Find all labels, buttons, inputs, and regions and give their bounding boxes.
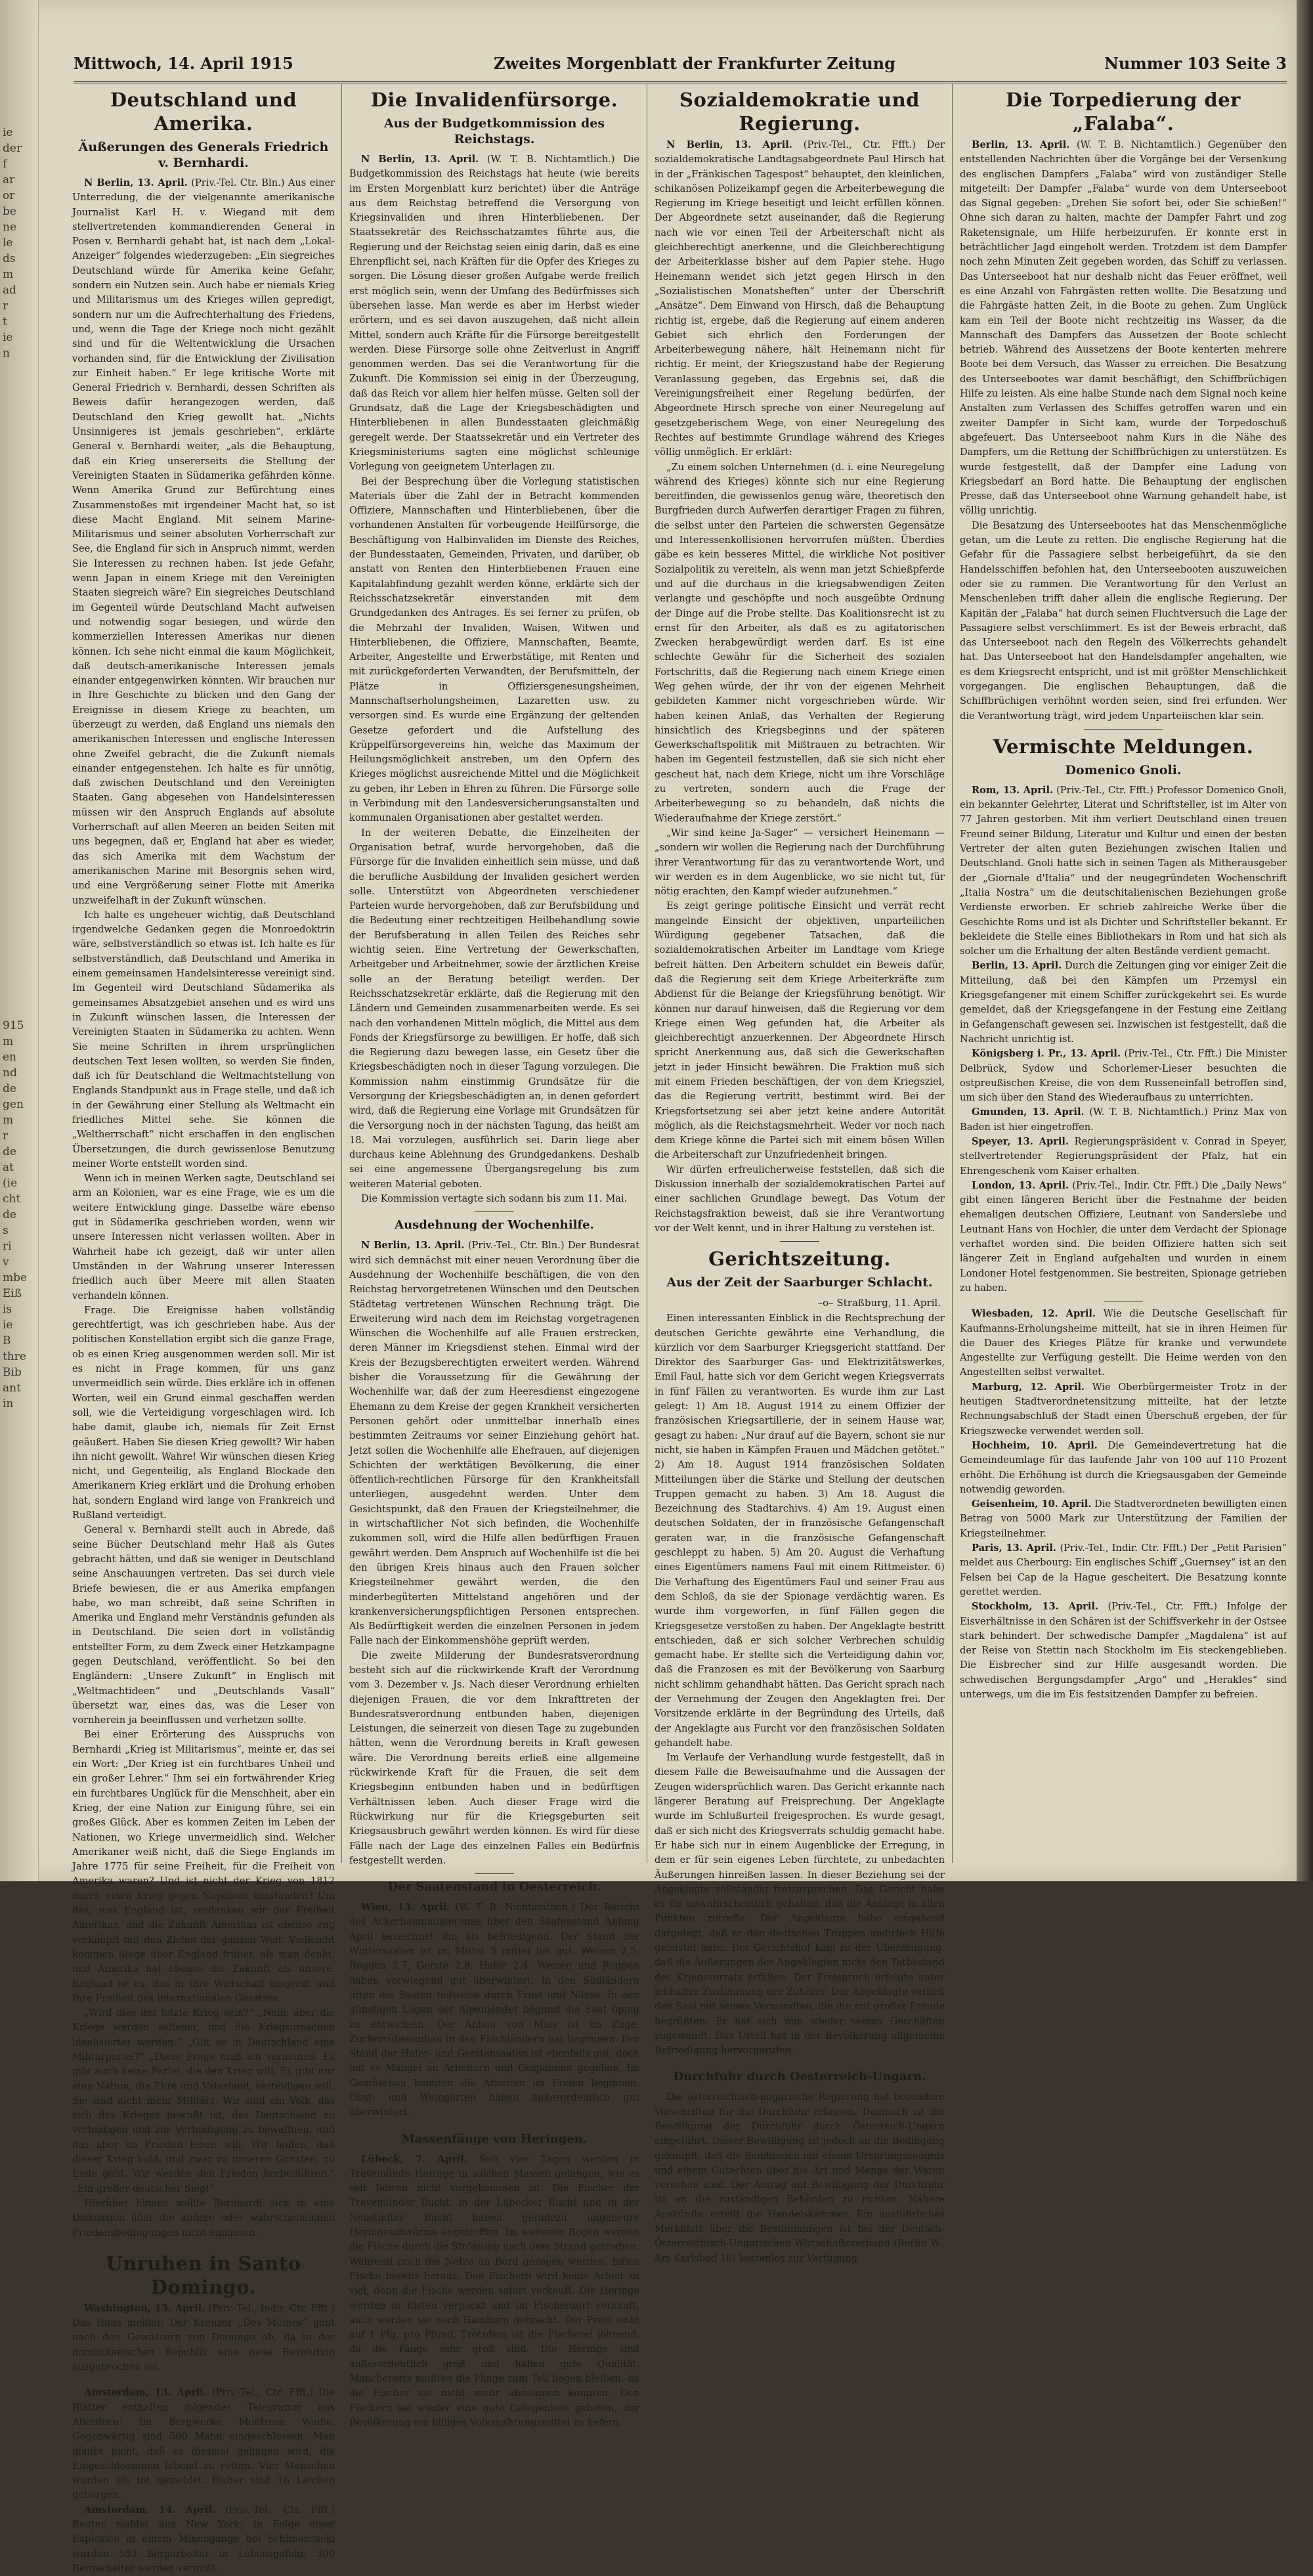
column-1	[72, 84, 335, 2574]
article-paragraph: Frage. Die Ereignisse haben vollständig gerechtfertigt, was ich geschrieben habe. Aus der politischen Konstellation ergibt sich die ganze Frage, ob es einen Krieg ausgenommen werden soll. Mir ist es nicht in Frage kommen, für uns ganz unvermeidlich sein würde. Dies erkläre ich in offenen Worten, weil ein Grund einmal geschaffen werden soll, wie die Verteidigung vorgeschlagen wird. Ich habe damit, glaube ich, niemals für Zeit Ernst geäußert. Haben Sie diesen Krieg gewollt? Wir haben ihn nicht gewollt. Wahre! Wir wünschen diesen Krieg nicht, und Gegenteilig, als England Blockade den Amerikanern Krieg erklärt und die Drohung erhoben hat, sondern England wird lange von Frankreich und Rußland verteidigt.	[72, 1304, 335, 1521]
paragraph-text: (Priv.-Tel., Ctr. Ffft.) Reuter meldet aus New York: In Folge einer Explosion in einem Minengange bei Schimonoseki wurden 593 Bergarbeiter in Lebensgefahr. 300 Bergarbeiter werden vermißt.	[72, 2504, 335, 2574]
article-title: Massenfänge von Heringen.	[401, 2131, 588, 2146]
dateline: Wiesbaden, 12. April.	[972, 1308, 1096, 1320]
paragraph-text: (Priv.-Tel., Ctr. Ffft.) Der sozialdemokratische Landtagsabgeordnete Paul Hirsch hat in der „Fränkischen Tagespost“ behauptet, den kleinlichen, schikanösen Polizeikampf gegen die Arbeiterbewegung die Regierung im Kriege beseitigt und leicht erfüllen können. Der Abgeordnete setzt auseinander, daß die Regierung nach wie vor einen Teil der Arbeiterschaft nicht als gleichberechtigt anerkenne, und die Gleichberechtigung der Arbeiterklasse bisher auf dem Papier stehe. Hugo Heinemann wendet sich jetzt gegen Hirsch in den „Sozialistischen Monatsheften“ unter der Überschrift „Ansätze“. Dem Einwand von Hirsch, daß die Behauptung richtig ist, ergebe, daß die Regierung auf einem anderen Gebiet sich ehrlich den Forderungen der Arbeiterbewegung nähere, hält Heinemann nicht für richtig. Er meint, der Kriegszustand habe der Regierung Veranlassung gegeben, das Ergebnis sei, daß die Vereinigungsfreiheit einer Regelung bedürfen, der Abgeordnete Hirsch spreche von einer Neuregelung auf gesetzgeberischem Wege, von einer Neuregelung des Rechtes auf bestimmte Grundlage während des Krieges völlig unmöglich. Er erklärt:	[655, 139, 945, 458]
article-paragraph: Ich halte es ungeheuer wichtig, daß Deutschland irgendwelche Gedanken gegen die Monroedoktrin wäre, selbstverständlich so etwas ist. Ich halte es für selbstverständlich, daß Deutschland und Amerika in einem gemeinsamen Handelsinteresse vereinigt sind. Im Gegenteil wird Deutschland Südamerika als gemeinsames Absatzgebiet ansehen und es wird uns in Zukunft wünschen lassen, die Interessen der Vereinigten Staaten in Südamerika zu achten. Wenn Sie meine Schriften in ihrem ursprünglichen deutschen Text lesen wollten, so werden Sie finden, daß ich für Deutschland die Weltmachtstellung von Englands Standpunkt aus in Frage stelle, und daß ich in der Gewährung einer Stellung als Weltmacht ein friedliches Mittel sehe. Sie können die „Weltherrschaft“ nicht erschaffen in den englischen Übersetzungen, die durch gewissenlose Benutzung meiner Worte entstellt worden sind.	[72, 909, 335, 1169]
article-paragraph: Bei der Besprechung über die Vorlegung statistischen Materials über die Zahl der in Betracht kommenden Offiziere, Mannschaften und Hinterbliebenen, über die vorhandenen Anstalten für vorbeugende Heilfürsorge, die Beschäftigung von Halbinvaliden im Dienste des Reiches, der Bundesstaaten, Gemeinden, Privaten, und darüber, ob anstatt von Renten den Hinterbliebenen Frauen eine Kapitalabfindung gezahlt werden könne, erklärte sich der Reichsschatzsekretär einverstanden mit dem Grundgedanken des Antrages. Es sei ferner zu prüfen, ob die Mehrzahl der Invaliden, Waisen, Witwen und Hinterbliebenen, die Offiziere, Mannschaften, Beamte, Arbeiter, Angestellte und Erwerbstätige, mit Renten und mit zurückgeforderten Verwandten, der Berufsmitteln, der Plätze in Offiziersgenesungsheimen, Mannschaftserholungsheimen, Lazaretten usw. zu versorgen sind. Es wurde eine Ergänzung der geltenden Gesetze gefordert und die Aufstellung des Krüppelfürsorgevereins hin, welche das Maximum der Heilungsmöglichkeit anstreben, um den Opfern des Krieges möglichst ausreichende Mittel und die Möglichkeit zu geben, ihr Leben in Ehren zu führen. Die Fürsorge solle in Verbindung mit den Landesversicherungsanstalten und kommunalen Organisationen aber gestaltet werden.	[349, 475, 639, 824]
paragraph-text: Seit vier Tagen werden in Travemünde Heringe in solchen Massen gefangen, wie es seit Jahren nicht vorgekommen ist. Die Fischer der Travemünder Bucht, in der Lübecker Bucht und in der Neustädter Bucht haben geradezu ungeheure Heringsschwärme angetroffen. Im weiteren Bogen werden die Fische durch die Strömung nach dem Strand getrieben. Während noch die Netze an Bord gezogen werden, fallen Fische bereits heraus. Den Fischern wird keine Arbeit zu viel, denn die Fische werden sofort verkauft. Die Heringe werden in Kisten verpackt und im Fischerdorf verkauft, auch werden sie nach Hamburg gebracht. Der Preis sinkt auf 1 Pfg. pro Pfund. Trotzdem ist die Fischerei lohnend, da die Fänge sehr groß sind. Die Heringe sind außerordentlich groß und haben gute Qualität. Mancherorts mußten die Fänge zum Teil liegen bleiben, da die Fischer sie nicht mehr abnehmen konnten. Den Fischern sei wieder eine gute Gelegenheit geboten, der Bevölkerung ein billiges Volksnahrungsmittel zu liefern.	[349, 2153, 639, 2428]
column-4	[960, 84, 1287, 1863]
dateline: Stockholm, 13. April.	[972, 1601, 1099, 1613]
article-paragraph	[349, 1900, 639, 2120]
dateline: Geisenheim, 10. April.	[972, 1498, 1092, 1510]
article-paragraph: „Wir sind keine Ja-Sager“ — versichert Heinemann — „sondern wir wollen die Regierung nach der Durchführung ihrer Verantwortung für das zu verantwortende Wort, und wir werden es in dem Augenblicke, wo sie nicht tut, für nötig erachten, den Kampf wieder aufzunehmen.“	[655, 827, 945, 898]
masthead-rule	[74, 81, 1287, 83]
paragraph-text: (W. T. B. Nichtamtlich.) Gegenüber den entstellenden Nachrichten über die Vorgänge bei der Versenkung des englischen Dampfers „Falaba“ wird von zuständiger Stelle mitgeteilt: Der Dampfer „Falaba“ wurde von dem Unterseeboot das Signal gegeben: „Drehen Sie sofort bei, oder Sie schießen!“ Ohne sich daran zu halten, machte der Dampfer Fahrt und zog Raketensignale, um Hilfe herbeizurufen. Er konnte erst in beträchtlicher Jagd eingeholt werden. Trotzdem ist dem Dampfer noch zehn Minuten Zeit gegeben worden, das Schiff zu verlassen. Das Unterseeboot hat nur deshalb nicht das Feuer eröffnet, weil es eine Anzahl von Fahrgästen retten wollte. Die Besatzung und die Fahrgäste hatten Zeit, in die Boote zu gehen. Zum Unglück kam ein Teil der Boote nicht rechtzeitig ins Wasser, da die Mannschaft des Dampfers das Aussetzen der Boote schlecht betrieb. Während des Aussetzens der Boote kenterten mehrere Boote bei dem Versuch, das Wasser zu erreichen. Die Besatzung des Unterseebootes war damit beschäftigt, den Schiffbrüchigen Hilfe zu leisten. Als eine halbe Stunde nach dem Signal noch keine Anstalten zum Verlassen des Schiffes getroffen waren und ein zweiter Dampfer in Sicht kam, wurde der Torpedoschuß abgefeuert. Das Unterseeboot nahm Kurs in die Nähe des Dampfers, um die Rettung der Schiffbrüchigen zu unterstützen. Es wurde festgestellt, daß der Dampfer eine Ladung von Kriegsbedarf an Bord hatte. Die Behauptung der englischen Presse, daß das Unterseeboot ohne Warnung gehandelt habe, ist völlig unrichtig.	[960, 139, 1287, 517]
dateline: Lübeck, 7. April.	[361, 2153, 467, 2165]
dateline: London, 13. April.	[972, 1179, 1069, 1191]
dateline: N Berlin, 13. April.	[361, 154, 479, 165]
dateline: Königsberg i. Pr., 13. April.	[972, 1048, 1121, 1060]
dateline: Amsterdam, 13. April.	[84, 2387, 207, 2399]
article-title: Vermischte Meldungen.	[993, 735, 1254, 758]
edition-title: Zweites Morgenblatt der Frankfurter Zeitung	[494, 54, 895, 73]
article-paragraph: Einen interessanten Einblick in die Rechtsprechung der deutschen Gerichte gewährte eine Verhandlung, die kürzlich vor dem Saarburger Kriegsgericht stattfand. Der Direktor des Saarburger Gas- und Elektrizitätswerkes, Emil Faul, hatte sich vor dem Gericht wegen Kriegsverrats in fünf Fällen zu verantworten. Es wurde ihm zur Last gelegt: 1) Am 18. August 1914 zu einem Offizier der französischen Kriegsartillerie, der in seinem Hause war, gesagt zu haben: „Nur drauf auf die Bayern, schont sie nur nicht, sie haben in Kämpfen Frauen und Mädchen getötet.“ 2) Am 18. August 1914 französischen Soldaten Mitteilungen über die Stärke und Stellung der deutschen Truppen gemacht zu haben. 3) Am 18. August die Bezeichnung des Stadtarchivs. 4) Am 19. August einen deutschen Soldaten, der in französische Gefangenschaft geraten war, in die französische Gefangenschaft geschleppt zu haben. 5) Am 20. August die Verhaftung eines Eigentümers namens Faul mit einem Rittmeister. 6) Die Verhaftung des Eigentümers Faul und seiner Frau aus dem Schloß, da sie der Spionage verdächtig waren. Es wurde ihm vorgeworfen, in fünf Fällen gegen die Kriegsgesetze verstoßen zu haben. Der Angeklagte bestritt entschieden, daß er sich solcher Verbrechen schuldig gemacht habe. Er stellte sich die Verteidigung dahin vor, daß die Franzosen es mit der Bevölkerung von Saarburg nicht schlimm gehandhabt hätten. Das Gericht sprach nach der Vernehmung der Zeugen den Angeklagten frei. Der Vorsitzende erklärte in der Begründung des Urteils, daß der Angeklagte aus Furcht vor den französischen Soldaten gehandelt habe.	[655, 1313, 945, 1749]
article-paragraph: In der weiteren Debatte, die Einzelheiten der Organisation betraf, wurde hervorgehoben, daß die Fürsorge für die Invaliden einheitlich sein müsse, und daß die berufliche Ausbildung der Invaliden gesichert werden solle. Unterstützt von Abgeordneten verschiedener Parteien wurde hervorgehoben, daß zur Berufsbildung und die Bedeutung einer rechtzeitigen Heilbehandlung sowie der Berufsberatung in allen Teilen des Reiches sehr wichtig seien. Eine Vertretung der Gewerkschaften, Arbeitgeber und Arbeitnehmer, sowie der ärztlichen Kreise solle an der Beratung beteiligt werden. Der Reichsschatzsekretär erklärte, daß die Regierung mit den Ländern und Gemeinden zusammenarbeiten werde. Es sei nach den vorhandenen Mitteln möglich, die Mittel aus dem Fonds der Kriegsfürsorge zu bewilligen. Er hoffe, daß sich die Regierung dazu bewegen lasse, ein Gesetz über die Kriegsbeschädigten noch in dieser Tagung vorzulegen. Die Kommission nahm einstimmig Grundsätze für die Versorgung der Kriegsbeschädigten an, in denen gefordert wird, daß die Regierung eine Vorlage mit Grundsätzen für die Versorgung noch in der nächsten Tagung, das heißt am 18. Mai vorzulegen, ausführlich sei. Darin liege aber durchaus keine Ablehnung des Grundgedankens. Deshalb sei eine angemessene Übergangsregelung bis zum weiteren Material geboten.	[349, 827, 639, 1190]
book-edge	[1297, 0, 1313, 1881]
article-paragraph: Im Verlaufe der Verhandlung wurde festgestellt, daß in diesem Falle die Beweisaufnahme und die Aussagen der Zeugen widersprüchlich waren. Das Gericht erkannte nach längerer Beratung auf Freisprechung. Der Angeklagte wurde im Schlußurteil freigesprochen. Es wurde gesagt, daß er sich nicht des Kriegsverrats schuldig gemacht habe. Er habe sich nur in einem Augenblicke der Erregung, in dem er für sein eigenes Leben fürchtete, zu unbedachten Äußerungen hinreißen lassen. In dieser Beziehung sei der Angeklagte vollständig freizusprechen. Das Gericht habe es für unwahrscheinlich gehalten, daß die Anklage in allen Punkten zutreffe. Der Angeklagte habe eingehend dargelegt, daß er den deutschen Truppen mehrfach Hilfe geleistet habe. Der Gerichtshof kam zu der Überzeugung, daß die Äußerungen des Angeklagten nicht den Tatbestand des Kriegsverrats erfüllen. Der Freispruch erfolgte unter lebhafter Zustimmung der Zuhörer. Der Angeklagte verließ den Saal mit seinen Verwandten, die ihn mit großer Freude begrüßten. Er hat sich nun wieder seinen Geschäften zugewandt. Das Urteil hat in der Bevölkerung allgemeine Befriedigung hervorgerufen.	[655, 1752, 945, 2057]
article-subtitle: Domenico Gnoli.	[1065, 762, 1182, 777]
article-paragraph	[960, 1135, 1287, 1179]
dateline: Gmunden, 13. April.	[972, 1106, 1085, 1118]
dateline: Berlin, 13. April.	[972, 139, 1070, 150]
masthead	[74, 51, 1287, 79]
article-paragraph: Die zweite Milderung der Bundesratsverordnung besteht sich auf die rückwirkende Kraft der Verordnung vom 3. Dezember v. Js. Nach dieser Verordnung erhielten diejenigen Frauen, die vor dem Inkrafttreten der Bundesratsverordnung entbunden haben, diejenigen Leistungen, die seinerzeit von diesen Tage zu zugebunden hätten, wenn die Verordnung bereits in Kraft gewesen wäre. Die Verordnung bereits erließ eine allgemeine rückwirkende Kraft für die Frauen, die seit dem Kriegsbeginn entbunden haben und in bedürftigen Verhältnissen leben. Auch dieser Frage wird die Rückwirkung nur für die Kriegsgeburten seit Kriegsausbruch gewährt werden können. Es wird für diese Fälle nach der Lage des einzelnen Falles ein Bedürfnis festgestellt werden.	[349, 1649, 639, 1866]
article-paragraph	[960, 1380, 1287, 1439]
dateline: Paris, 13. April.	[972, 1542, 1057, 1554]
paragraph-text: (Priv.-Tel., Ctr. Ffft.) Die Minister Delbrück, Sydow und Schorlemer-Lieser besuchten die ostpreußischen Kreise, die von dem Russeneinfall betroffen sind, um sich über den Stand des Wiederaufbaus zu unterrichten.	[960, 1048, 1287, 1104]
paragraph-text: (Priv.-Tel., Indir. Ctr. Ffft.) Der „Petit Parisien“ meldet aus Cherbourg: Ein englisches Schiff „Guernsey“ ist an den Felsen bei Cap de la Hague gescheitert. Die Besatzung konnte gerettet werden.	[960, 1542, 1287, 1598]
article-paragraph	[72, 2503, 335, 2576]
article-paragraph	[960, 1541, 1287, 1600]
article-paragraph	[960, 1105, 1287, 1135]
article-paragraph	[349, 1238, 639, 1648]
dateline: N Berlin, 13. April.	[666, 139, 792, 150]
article-subtitle: Aus der Budgetkommission des Reichstags.	[383, 116, 605, 146]
paragraph-text: (Priv.-Tel., Ctr. Bln.) Der Bundesrat wird sich demnächst mit einer neuen Verordnung über die Ausdehnung der Wochenhilfe beschäftigen, die von den Reichstag hervorgetretenen Wünschen und den Deutschen Städtetag vertretenen Wünschen Rechnung trägt. Die Erweiterung wird nach dem im Reichstag vorgetragenen Wünschen die Wochenhilfe auf alle Frauen erstrecken, deren Männer im Kriegsdienst stehen. Einmal wird der Kreis der Bezugsberechtigten erweitert werden. Während bisher die Voraussetzung für die Gewährung der Wochenhilfe war, daß der zum Heeresdienst eingezogene Ehemann zu dem Kreise der gegen Krankheit versicherten Personen gehört oder unmittelbar innerhalb eines bestimmten Zeitraums vor seiner Einziehung gehört hat. Jetzt sollen die Wochenhilfe alle Ehefrauen, auf diejenigen Schichten der werktätigen Bevölkerung, die einer öffentlich-rechtlichen Fürsorge für den Krankheitsfall unterliegen, ausgedehnt werden. Unter dem Gesichtspunkt, daß den Frauen der Kriegsteilnehmer, die in wirtschaftlicher Not sich befinden, die Wochenhilfe zukommen soll, wird die Hilfe allen bedürftigen Frauen gewährt werden. Dem Anspruch auf Wochenhilfe ist die bei den übrigen Kreis hinaus auch den Frauen solcher Kriegsteilnehmer gewährt werden, die den minderbegüterten Mittelstand angehören und der krankenversicherungspflichtigen Personen entsprechen. Als Bedürftigkeit werden die einzelnen Personen in jedem Falle nach der Einkommenshöhe geprüft werden.	[349, 1240, 639, 1647]
article-paragraph	[960, 1439, 1287, 1497]
article-paragraph: Wir dürfen erfreulicherweise feststellen, daß sich die Diskussion innerhalb der sozialdemokratischen Partei auf einer sachlichen Grundlage bewegt. Das Votum der Reichstagsfraktion beweist, daß sie ihre Verantwortung vor der Welt kennt, und in ihrer Haltung zu verstehen ist.	[655, 1164, 945, 1234]
paragraph-text: Regierungspräsident v. Conrad in Speyer, stellvertretender Regierungspräsident der Pfalz, hat ein Ehrengeschenk vom Kaiser erhalten.	[960, 1136, 1287, 1177]
article-title: Deutschland und Amerika.	[110, 89, 297, 135]
article-paragraph	[960, 1600, 1287, 1702]
gutter-text-bottom: 915 m en nd de gen m r de at (ie cht de s ri v mbe Eiß is ie B thre Bib ant in	[3, 1019, 28, 1410]
article-paragraph	[960, 1307, 1287, 1380]
article-title: Ausdehnung der Wochenhilfe.	[395, 1218, 594, 1233]
dateline: Amsterdam, 14. April.	[84, 2504, 216, 2516]
dateline: N Berlin, 13. April.	[84, 177, 188, 188]
article-subtitle: Äußerungen des Generals Friedrich v. Bernhardi.	[78, 140, 329, 170]
article-title: Die Invalidenfürsorge.	[370, 89, 618, 111]
article-paragraph: „Wird dies der letzte Krieg sein?“ „Nein, aber die Kriege werden seltener, und die Kriegsursachen idealisierter werden.“ „Gilt es in Deutschland eine Militärpartei?“ „Diese Frage muß ich verneinen. Es gibt auch keine Partei, die den Krieg will. Es gibt nur eine Nation, die Ehre und Vaterland, verteidigen will. Sie sind nicht mehr Militärs. Wir sind ein Volk, das sich des Krieges bewußt ist, das Deutschland zu verteidigen und zur Verteidigung zu bewaffnen, und das aber im Frieden leben will. Wir hoffen, daß dieser Krieg bald, und zwar zu unseren Gunsten, zu Ende geht. Wir werden den Frieden herbeiführen.“ „Ein großer deutscher Sieg!“	[72, 2007, 335, 2194]
article-paragraph: General v. Bernhardi stellt auch in Abrede, daß seine Bücher Deutschland mehr Haß als Gutes gebracht hätten, und daß sie weniger in Deutschland seine Anschauungen vertreten. Das sei durch viele Briefe bewiesen, die er aus Amerika empfangen habe, wo man schreibt, daß seine Schriften in Amerika und England mehr Verständnis gefunden als in Deutschland. Die seien dort in vollständig entstellter Form, zu dem Zweck einer Hetzkampagne gegen Deutschland, veröffentlicht. So bei den Engländern: „Unsere Zukunft“ in Englisch mit „Weltmachtideen“ und „Deutschlands Vasall“ übersetzt war, eines das, was die Leser von vornherein ja beeinflussen und verhetzen sollte.	[72, 1524, 335, 1726]
separator	[1084, 729, 1163, 730]
paragraph-text: (W. T. B. Nichtamtlich.) Prinz Max von Baden ist hier eingetroffen.	[960, 1106, 1287, 1133]
separator	[780, 2063, 819, 2064]
article-paragraph: Die Kommission vertagte sich sodann bis zum 11. Mai.	[361, 1193, 628, 1205]
article-paragraph: Die Besatzung des Unterseebootes hat das Menschenmögliche getan, um die Leute zu retten. Die englische Regierung hat die Gefahr für die Passagiere selbst herbeigeführt, da sie den Handelsschiffen befohlen hat, den Unterseebooten auszuweichen oder sie zu rammen. Die Verantwortung für den Verlust an Menschenleben trifft daher allein die englische Regierung. Der Kapitän der „Falaba“ hat durch seinen Fluchtversuch die Lage der Passagiere selbst verschlimmert. Es ist der Beweis erbracht, daß das Unterseeboot nach den Regeln des Völkerrechts gehandelt hat. Das Unterseeboot hat den Handelsdampfer angehalten, wie es dem Kriegsrecht entspricht, und ist mit größter Menschlichkeit vorgegangen. Die englischen Behauptungen, daß die Schiffbrüchigen verhöhnt worden seien, sind frei erfunden. Wer die Verantwortung trägt, wird jedem Unparteiischen klar sein.	[960, 519, 1287, 722]
article-title: Gerichtszeitung.	[708, 1248, 891, 1271]
column-divider	[341, 84, 342, 1863]
article-paragraph: Hierüber hinaus wollte Bernhardi sich in eine Diskussion über die andere oder wahrscheinlichen Friedensbedingungen nicht einlassen.	[72, 2197, 335, 2238]
paragraph-text: (W. T. B. Nichtamtlich.) Der Bericht des Ackerbauministeriums über den Saatenstand Anfang April bezeichnet ihn als befriedigend. Der Stand der Wintersaaten ist im Mittel 3 mittel bis gut. Weizen 2,5, Roggen 2,7, Gerste 2,8, Hafer 2,4. Weizen und Roggen haben vorwiegend gut überwintert. In den Südländern litten die Saaten teilweise durch Frost und Nässe. In den günstigen Lagen der Alpenländer beginnt die Saat üppig zu entwickeln. Der Anbau von Mais ist im Zuge. Zuckerrübenanbau in den Flachländern hat begonnen. Der Stand der Hafer- und Gerstensaaten ist ebenfalls gut, doch hat es Mangel an Arbeitern und Gespannen gegeben. Im Gemüsebau konnten die Arbeiten im Freien beginnen. Obst- und Weingärten haben außerordentlich gut überwintert.	[349, 1902, 640, 2118]
separator	[780, 1241, 819, 1242]
page-number: Nummer 103 Seite 3	[1104, 54, 1287, 73]
dateline: Washington, 13. April.	[84, 2302, 205, 2314]
article-paragraph	[72, 2302, 335, 2374]
article-paragraph	[960, 138, 1287, 519]
gutter-text-top: ie der f ar or be ne le ds m ad r t ie n	[3, 126, 22, 360]
article-paragraph	[960, 959, 1287, 1047]
article-title: Sozialdemokratie und Regierung.	[679, 89, 920, 135]
article-paragraph: Es zeigt geringe politische Einsicht und verrät recht mangelnde Einsicht der objektiven, unparteilichen Würdigung gegebener Tatsachen, daß die sozialdemokratischen Arbeiter im Landtage vom Kriege befreit hätten. Den Arbeitern schuldet ein Beweis dafür, daß die Regierung seit dem Kriege Arbeiterkräfte zum Abdienst für die Belange der Kriegsführung benötigt. Wir können nur darauf hinweisen, daß die Regierung vor dem Kriege einen Weg gefunden hat, die Arbeiter als gleichberechtigt anzuerkennen. Der Abgeordnete Hirsch spricht Anerkennung aus, daß sich die Gewerkschaften jetzt in jeder Hinsicht bewähren. Die Fraktion muß sich mit einem Frieden beschäftigen, der von dem Kriegsziel, das die Regierung vertritt, bestimmt wird. Bei der Kriegsfortsetzung sei aber jetzt keine andere Autorität möglich, als die Reichstagsmehrheit. Weder vor noch nach dem Kriege könne die Partei sich mit einem bösen Willen die Arbeiterschaft zur Unzufriedenheit bringen.	[655, 900, 945, 1161]
article-subtitle: Aus der Zeit der Saarburger Schlacht.	[666, 1275, 933, 1290]
issue-date: Mittwoch, 14. April 1915	[74, 54, 293, 73]
article-paragraph: Die österreichisch-ungarische Regierung hat besondere Vorschriften für die Durchfuhr erlassen. Demnach ist die Bewilligung der Durchfuhr durch Österreich-Ungarn eingeführt. Dieser Bewilligung ist jedoch an die Bedingung geknüpft, daß die Sendungen mit einem Ursprungszeugnis und einem Gutachten über die Art und Menge der Waren versehen sind. Der Antrag auf Bewilligung der Durchfuhr ist an die zuständigen Behörden zu richten. Nähere Auskünfte erteilt die Handelskammer. Ein ausführliches Merkblatt über die Bestimmungen ist bei der Deutsch-Österreichisch-Ungarischen Wirtschaftsverband (Berlin W., Am Karlsbad 16) kostenlos zur Verfügung.	[655, 2091, 945, 2264]
paragraph-text: (Priv.-Tel., Ctr. Ffft.) Infolge der Eisverhältnisse in den Schären ist der Schiffsverkehr in der Ostsee stark behindert. Der schwedische Dampfer „Magdalena“ ist auf der Reise von Stettin nach Stockholm im Eis steckengeblieben. Die Eisbrecher sind zur Hilfe ausgesandt worden. Die schwedischen Bergungsdampfer „Argo“ und „Herakles“ sind unterwegs, um die im Eis festsitzenden Dampfer zu befreien.	[960, 1601, 1287, 1700]
article-paragraph	[72, 2386, 335, 2502]
dateline: Wien, 13. April.	[361, 1902, 450, 1913]
paragraph-text: (Priv.-Tel., Indir. Ctr. Ffft.) Die „Daily News“ gibt einen längeren Bericht über die Festnahme der beiden ehemaligen deutschen Offiziere, Leutnant von Sanderslebe und Leutnant Hans von Hochler, die unter dem Verdacht der Spionage verhaftet worden sind. Die beiden Offiziere hatten sich seit längerer Zeit in England aufgehalten und wurden in einem Londoner Hotel festgenommen. Sie bestreiten, Spionage getrieben zu haben.	[960, 1179, 1287, 1294]
dateline: Berlin, 13. April.	[972, 960, 1062, 972]
article-paragraph	[655, 138, 945, 460]
dateline: Marburg, 12. April.	[972, 1381, 1085, 1393]
article-paragraph: Bei einer Erörterung des Ausspruchs von Bernhardi „Krieg ist Militarismus“, meinte er, das sei ein Wort: „Der Krieg ist ein furchtbares Unheil und ein großer Lehrer.“ Ihm sei ein fortwährender Krieg ein furchtbares Unglück für die Menschheit, aber ein Krieg, der eine Nation zur Einigung führe, sei ein großes Glück. Aber es kommen Zeiten im Leben der Nationen, wo Kriege unvermeidlich sind. Welcher Amerikaner weiß nicht, daß die Siege Englands im Jahre 1775 für seine Freiheit, für die Freiheit von Amerika waren? Und ist nicht der Krieg von 1812 durch einen Krieg gegen Napoleon entstanden? Um das, was England ist, verdanken wir der Freiheit Amerikas, und die Zukunft Amerikas ist ebenso eng verknüpft mit den Zielen der ganzen Welt. Vielleicht kommen Siege über England früher, als man denkt, und Amerika hat ebenso die Zukunft als unsere. England ist es, das in Ihre Wirtschaft eingreift und Ihre Freiheit des internationalen Gesetzes.	[72, 1729, 335, 2004]
article-paragraph	[960, 1179, 1287, 1296]
article-title: Die Torpedierung der „Falaba“.	[1006, 89, 1241, 135]
column-divider	[952, 84, 953, 1863]
facing-page-gutter	[0, 0, 39, 1881]
paragraph-text: Die Gemeindevertretung hat die Gemeindeumlage für das laufende Jahr von 100 auf 110 Prozent erhöht. Die Erhöhung ist durch die Kriegsausgaben der Gemeinde notwendig geworden.	[960, 1439, 1287, 1495]
article-paragraph	[960, 1497, 1287, 1541]
dateline: –o– Straßburg, 11. April.	[817, 1297, 941, 1309]
article-title: Unruhen in Santo Domingo.	[106, 2252, 301, 2298]
dateline: Speyer, 13. April.	[972, 1136, 1069, 1147]
paragraph-text: Wie die Deutsche Gesellschaft für Kaufmanns-Erholungsheime mitteilt, hat sie in ihren Heimen für die Dauer des Krieges Plätze für kranke und verwundete Angestellte zur Verfügung gestellt. Die Heime werden von den Angestellten selbst verwaltet.	[960, 1308, 1287, 1378]
article-title: Durchfuhr durch Oesterreich-Ungarn.	[673, 2070, 926, 2084]
paragraph-text: Wie Oberbürgermeister Trotz in der heutigen Stadtverordnetensitzung mitteilte, hat der letzte Rechnungsabschluß der Stadt einen Überschuß ergeben, der für Kriegszwecke verwendet werden soll.	[960, 1381, 1287, 1437]
article-paragraph	[960, 783, 1287, 959]
article-paragraph	[960, 1047, 1287, 1105]
paragraph-text: Die Stadtverordneten bewilligten einen Betrag von 5000 Mark zur Unterstützung der Familien der Kriegsteilnehmer.	[960, 1498, 1287, 1539]
dateline: N Berlin, 13. April.	[361, 1240, 465, 1252]
column-2	[349, 84, 640, 2428]
paragraph-text: (Priv.-Tel., Indir. Ctr. Ffft.) Das Haus meldet: Der Kreuzer „Des Moines“ geht nach den Gewässern von Domingo ab, da in der dominikanischen Republik eine neue Revolution ausgebrochen sei.	[72, 2302, 335, 2373]
paragraph-text: (Priv.-Tel., Ctr. Ffft.) Die Blätter enthalten folgendes Telegramm aus Aberdeen: Im Bergwerke Montrose Weiße. Gegenwärtig sind 500 Mann eingeschlossen. Man glaubt nicht, daß es diesmal gelingen wird, die Eingeschlossenen lebend zu retten. Vier Menschen wurden als tot gemeldet. Bisher sind 16 Leichen geborgen.	[72, 2387, 335, 2501]
paragraph-text: (W. T. B. Nichtamtlich.) Die Budgetkommission des Reichstags hat heute (wie bereits im Ersten Morgenblatt kurz berichtet) über die Anträge aus dem Reichstag betreffend die Versorgung von Kriegsinvaliden und ihren Hinterbliebenen. Der Staatssekretär des Reichsschatzamtes führte aus, die Regierung und der Reichstag seien einig darin, daß es eine Ehrenpflicht sei, nach Kräften für die Opfer des Krieges zu sorgen. Die Lösung dieser großen Aufgabe werde freilich erst möglich sein, wenn der Umfang des Bedürfnisses sich übersehen lasse. Man werde es aber im Herbst wieder erörtern, und es sei davon auszugehen, daß nicht allein Mittel, sondern auch Kräfte für die Fürsorge bereitgestellt werden. Diese Fürsorge solle ohne Zeitverlust in Angriff genommen werden. Das sei die Verantwortung für die Zukunft. Die Kommission sei einig in der Überzeugung, daß das Reich vor allem hier helfen müsse. Gelten soll der Grundsatz, daß die Lage der Kriegsbeschädigten und Hinterbliebenen in allen Bundesstaaten gleichmäßig geregelt werde. Der Staatssekretär und ein Vertreter des Kriegsministeriums sagten eine möglichst schleunige Vorlegung von geeignetem Unterlagen zu.	[349, 154, 640, 473]
dateline: Hochheim, 10. April.	[972, 1439, 1098, 1451]
article-paragraph	[349, 2152, 639, 2431]
dateline: Rom, 13. April.	[972, 784, 1054, 796]
column-3	[655, 84, 945, 2264]
paragraph-text: Durch die Zeitungen ging vor einiger Zeit die Mitteilung, daß bei den Kämpfen um Przemysl ein Kriegsgefangener mit einem Schiffer zurückgekehrt sei. Es wurde gemeldet, daß der Kriegsgefangene in der Festung eine Zeitlang in Gefangenschaft gewesen sei. Inzwischen ist festgestellt, daß die Nachricht unrichtig ist.	[960, 960, 1287, 1045]
article-paragraph	[349, 152, 639, 475]
article-title: Der Saatenstand in Oesterreich.	[387, 1880, 601, 1894]
paragraph-text: (Priv.-Tel., Ctr. Ffft.) Professor Domenico Gnoli, ein bekannter Gelehrter, Literat und Schriftsteller, ist im Alter von 77 Jahren gestorben. Mit ihm verliert Deutschland einen treuen Freund seiner Bildung, Literatur und Kultur und einen der besten Vertreter der alten guten Beziehungen zwischen Italien und Deutschland. Gnoli hatte sich in seinen Tagen als Mitherausgeber der „Giornale d'Italia“ und der neugegründeten Wochenschrift „Italia Nostra“ um die deutschitalienischen Beziehungen große Verdienste erworben. Er schrieb zahlreiche Werke über die Geschichte Roms und ist als Dichter und Schriftsteller bekannt. Er bekleidete die Stelle eines Bibliothekars in Rom und hat sich als solcher um die Erhaltung der alten Bestände verdient gemacht.	[960, 784, 1287, 957]
paragraph-text: (Priv.-Tel. Ctr. Bln.) Aus einer Unterredung, die der vielgenannte amerikanische Journalist Karl H. v. Wiegand mit dem stellvertretenden kommandierenden General in Posen v. Bernhardi gehabt hat, ist nach dem „Lokal-Anzeiger“ folgendes wiederzugeben: „Ein siegreiches Deutschland würde für Amerika keine Gefahr, sondern ein Nutzen sein. Auch habe er niemals Krieg und Militarismus um des Krieges willen gepredigt, sondern nur um die Aufrechterhaltung des Friedens, und, wenn die Tage der Kriege noch nicht gezählt sind und für die Weltentwicklung die Ursachen vorhanden sind, für die Entwicklung der Zivilisation zur Einheit haben.“ Er lege kritische Worte mit General Friedrich v. Bernhardi, dessen Schriften als Beweis dafür herangezogen werden, daß Deutschland den Krieg gewollt hat. „Nichts Unsinnigeres ist jemals geschrieben“, erklärte General v. Bernhardi weiter, „als die Behauptung, daß ein Krieg unsererseits die Stellung der Vereinigten Staaten in Südamerika gefährden könne. Wenn Amerika Grund zur Befürchtung eines Zusammenstoßes mit irgendeiner Macht hat, so ist diese Macht England. Mit seinem Marine-Militarismus und seiner absoluten Vorherrschaft zur See, die England für sich in Anspruch nimmt, werden Sie Interessen zu rechnen haben. Ist jede Gefahr, wenn Japan in einem Kriege mit den Vereinigten Staaten siegreich wäre? Ein siegreiches Deutschland im Gegenteil würde Deutschland Macht aufweisen und notwendig sogar besiegen, und würde den kommerziellen Interessen Amerikas nur dienen können. Ich sehe nicht einmal die kaum Möglichkeit, daß deutsch-amerikanische Interessen jemals einander entgegenwirken könnten. Wir brauchen nur in Ihre Geschichte zu blicken und den Gang der Ereignisse in diesem Kriege zu beachten, um überzeugt zu werden, daß England uns niemals den amerikanischen Interessen und englische Interessen ohne Zweifel gebracht, die die Zukunft niemals einander entgegenstehen. Ich halte es für unnötig, daß zwischen Deutschland und den Vereinigten Staaten. Gang abgesehen von Handelsinteressen müssen wir den Anspruch Englands auf absolute Vorherrschaft auf allen Meeren an beiden Seiten mit uns begegnen, daß er, England hat aber es wieder, das sich Amerika mit dem Wachstum der amerikanischen Marine mit Besorgnis sehen wird, und eine Vergrößerung seiner Flotte mit Amerika unzweifelhaft in der Zukunft wünschen.	[72, 177, 335, 906]
article-paragraph	[72, 176, 335, 908]
separator	[475, 1873, 514, 1874]
article-paragraph: „Zu einem solchen Unternehmen (d. i. eine Neuregelung während des Krieges) könnte sich nur eine Regierung bereitfinden, die gewissenlos genug wäre, theoretisch den Burgfrieden durch Aufwerfen derartiger Fragen zu führen, die selbst unter den Parteien die schwersten Gegensätze und Interessenkollisionen hervorrufen müßten. Überdies gäbe es kein besseres Mittel, die wirkliche Not positiver Sozialpolitik zu vereiteln, als wenn man jetzt Schießpferde und auf die durchaus in die kriegsabwendigen Zeiten verlangte und geschöpfte und noch ausgeübte Ordnung der Dinge auf die Probe stellte. Das Koalitionsrecht ist zu ernst für den Arbeiter, als daß es zu agitatorischen Zwecken herabgewürdigt werden darf. Es ist eine schlechte Gewähr für die Sicherheit des sozialen Fortschritts, daß die Regierung nach einem Kriege einen Weg gehen würde, der ihr von der eigenen Mehrheit gebildeten Kammer nicht vorgeschrieben würde. Wir haben keinen Anlaß, das Verhalten der Regierung hinsichtlich des Kriegsbeginns und der späteren Gewerkschaftspolitik mit Mißtrauen zu betrachten. Wir haben im Gegenteil festzustellen, daß sie sich nicht eher gescheut hat, nach dem Kriege, nicht um ihre Vorschläge zu vertreten, sondern auch die Frage der Arbeiterbewegung so zu behandeln, daß nichts die Wiederaufnahme der Kriege zerstört.“	[655, 461, 945, 824]
article-paragraph: Wenn ich in meinen Werken sagte, Deutschland sei arm an Kolonien, war es eine Frage, wie es um die weitere Entwicklung ginge. Dasselbe wäre ebenso gut in Südamerika geschrieben worden, wenn wir unsere Interessen nicht verlassen wollten. Aber in Wahrheit habe ich gezeigt, daß wir unter allen Umständen in der Wahrung unserer Interessen friedlich auch über Meere mit allen Staaten verhandeln können.	[72, 1173, 335, 1301]
